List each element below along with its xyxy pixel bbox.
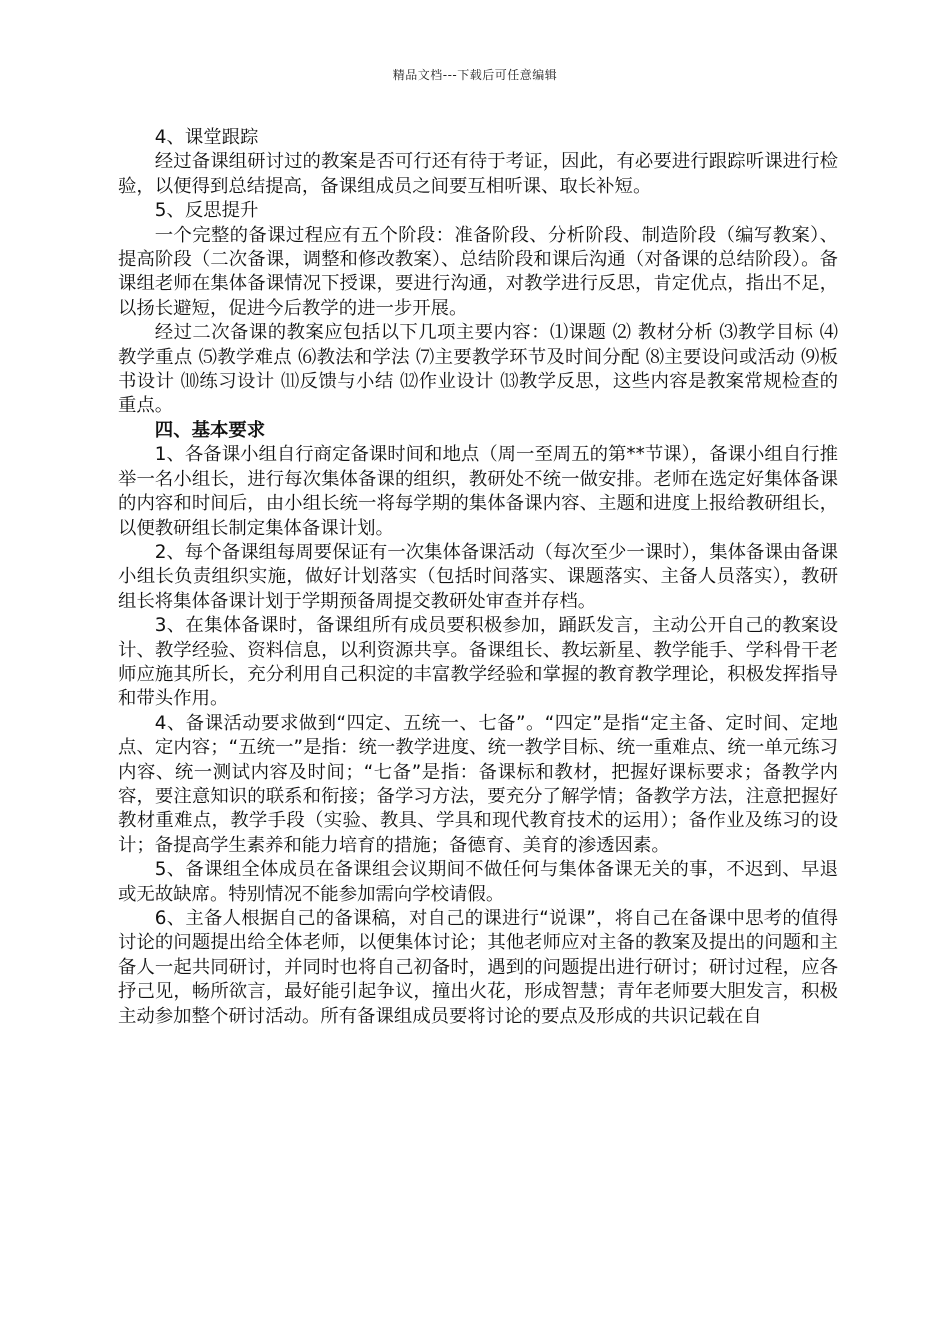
- heading-classroom-tracking: 4、课堂跟踪: [154, 127, 259, 148]
- requirement-item-3: 3、在集体备课时，备课组所有成员要积极参加，踊跃发言，主动公开自己的教案设计、教学经验、资料信息，以利资源共享。备课组长、教坛新星、教学能手、学科骨干老师应施其所长，充分利用自己积淀的丰富教学经验和掌握的教育教学理论，积极发挥指导和带头作用。: [118, 615, 838, 710]
- paragraph-tracking: 经过备课组研讨过的教案是否可行还有待于考证，因此，有必要进行跟踪听课进行检验，以便得到总结提高，备课组成员之间要互相听课、取长补短。: [118, 151, 838, 197]
- heading-reflection: 5、反思提升: [154, 200, 259, 222]
- requirement-item-1: 1、各备课小组自行商定备课时间和地点（周一至周五的第**节课），备课小组自行推举一名小组长，进行每次集体备课的组织，教研处不统一做安排。老师在选定好集体备课的内容和时间后，由小组长统一将每学期的集体备课内容、主题和进度上报给教研组长，以便教研组长制定集体备课计划。: [118, 444, 838, 539]
- paragraph-five-stages: 一个完整的备课过程应有五个阶段：准备阶段、分析阶段、制造阶段（编写教案）、提高阶段（二次备课，调整和修改教案）、总结阶段和课后沟通（对备课的总结阶段）。备课组老师在集体备课情况下授课，要进行沟通，对教学进行反思，肯定优点，指出不足，以扬长避短，促进今后教学的进一步开展。: [118, 224, 838, 319]
- paragraph-lesson-plan-contents: 经过二次备课的教案应包括以下几项主要内容：⑴课题 ⑵ 教材分析 ⑶教学目标 ⑷教学重点 ⑸教学难点 ⑹教法和学法 ⑺主要教学环节及时间分配 ⑻主要设问或活动 ⑼板书设计 ⑽练习设计 ⑾反馈与小结 ⑿作业设计 ⒀教学反思，这些内容是教案常规检查的重点。: [118, 322, 838, 417]
- document-body: [118, 126, 838, 1029]
- requirement-item-2: 2、每个备课组每周要保证有一次集体备课活动（每次至少一课时），集体备课由备课小组长负责组织实施，做好计划落实（包括时间落实、课题落实、主备人员落实），教研组长将集体备课计划于学期预备周提交教研处审查并存档。: [118, 541, 838, 612]
- requirement-item-4: 4、备课活动要求做到“四定、五统一、七备”。“四定”是指“定主备、定时间、定地点、定内容；“五统一”是指：统一教学进度、统一教学目标、统一重难点、统一单元练习内容、统一测试内容及时间；“七备”是指：备课标和教材，把握好课标要求；备教学内容，要注意知识的联系和衔接；备学习方法，要充分了解学情；备教学方法，注意把握好教材重难点，教学手段（实验、教具、学具和现代教育技术的运用）；备作业及练习的设计；备提高学生素养和能力培育的措施；备德育、美育的渗透因素。: [118, 712, 838, 856]
- requirement-item-6: 6、主备人根据自己的备课稿，对自己的课进行“说课”，将自己在备课中思考的值得讨论的问题提出给全体老师，以便集体讨论；其他老师应对主备的教案及提出的问题和主备人一起共同研讨，并同时也将自己初备时，遇到的问题提出进行研讨；研讨过程，应各抒己见，畅所欲言，最好能引起争议，撞出火花，形成智慧；青年老师要大胆发言，积极主动参加整个研讨活动。所有备课组成员要将讨论的要点及形成的共识记载在自: [118, 908, 838, 1027]
- section-title-basic-requirements: 四、基本要求: [154, 419, 266, 441]
- requirement-item-5: 5、备课组全体成员在备课组会议期间不做任何与集体备课无关的事，不迟到、早退或无故缺席。特别情况不能参加需向学校请假。: [118, 859, 838, 905]
- page-header: 精品文档---下载后可任意编辑: [392, 68, 558, 82]
